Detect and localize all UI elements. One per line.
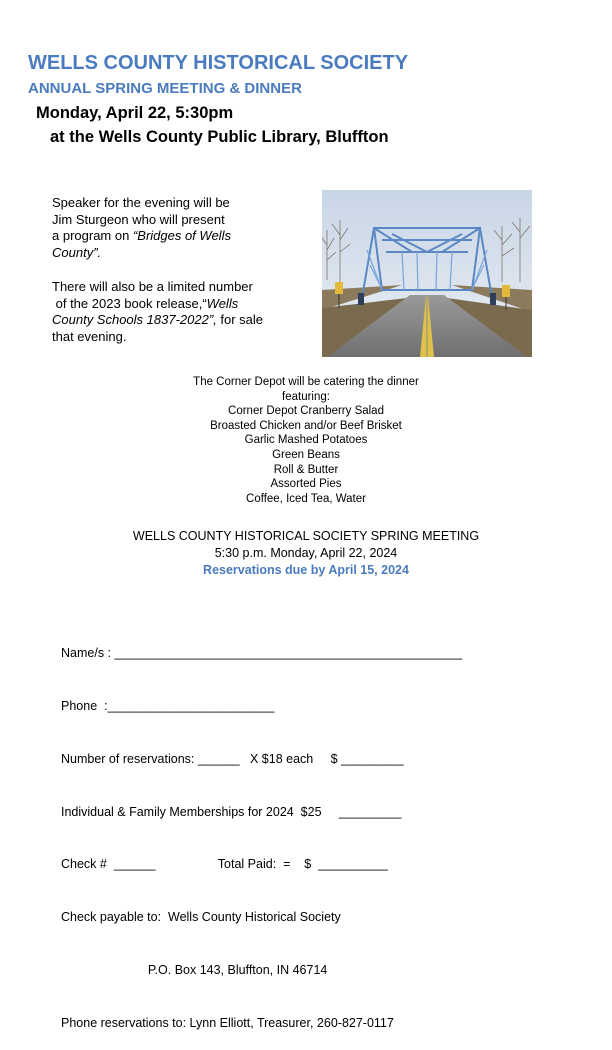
meeting-title: WELLS COUNTY HISTORICAL SOCIETY SPRING MEETING [132, 529, 480, 543]
reservation-form [61, 610, 462, 1050]
menu-intro-1: The Corner Depot will be catering the dinner [193, 376, 419, 388]
program-title-2: County”. [52, 244, 102, 260]
event-date: Monday, April 22, 5:30pm [36, 104, 234, 122]
reservation-deadline: Reservations due by April 15, 2024 [203, 563, 409, 577]
bridge-photo [322, 190, 532, 357]
book-line-2-text: of the 2023 book release,“ [52, 295, 207, 311]
names-field[interactable]: Name/s : __________________________________________________ [61, 646, 463, 661]
event-location: at the Wells County Public Library, Bluffton [50, 128, 389, 146]
menu-item: Green Beans [272, 448, 340, 461]
menu-item: Roll & Butter [273, 463, 339, 476]
menu-section [0, 375, 612, 506]
menu-item: Assorted Pies [270, 478, 342, 491]
payable-line: Check payable to: Wells County Historical Society [61, 910, 341, 925]
menu-item: Corner Depot Cranberry Salad [228, 405, 384, 418]
book-title-2: County Schools 1837-2022”, [52, 312, 217, 327]
menu-item: Coffee, Iced Tea, Water [246, 492, 366, 505]
program-title-1: “Bridges of Wells [132, 228, 231, 243]
phone-reservations-line: Phone reservations to: Lynn Elliott, Treasurer, 260-827-0117 [61, 1015, 394, 1030]
meeting-time: 5:30 p.m. Monday, April 22, 2024 [214, 546, 398, 560]
speaker-paragraph [52, 195, 231, 261]
book-title-1: Wells [206, 295, 239, 311]
check-total-field[interactable]: Check # ______ Total Paid: = $ __________ [61, 857, 388, 872]
book-line-2 [52, 296, 263, 313]
book-line-3 [52, 312, 263, 329]
event-subtitle: ANNUAL SPRING MEETING & DINNER [28, 80, 302, 97]
menu-intro-2: featuring: [282, 390, 330, 403]
menu-item: Garlic Mashed Potatoes [244, 434, 368, 447]
speaker-line-2: Jim Sturgeon who will present [52, 211, 225, 227]
society-title: WELLS COUNTY HISTORICAL SOCIETY [28, 52, 409, 74]
reservations-field[interactable]: Number of reservations: ______ X $18 each $ _________ [61, 751, 404, 766]
speaker-line-3-text: a program on [52, 228, 133, 243]
memberships-field[interactable]: Individual & Family Memberships for 2024 $25 _________ [61, 804, 402, 819]
phone-field[interactable]: Phone :________________________ [61, 698, 275, 713]
speaker-line-1: Speaker for the evening will be [52, 195, 230, 210]
meeting-section [0, 528, 612, 579]
menu-item: Broasted Chicken and/or Beef Brisket [210, 419, 402, 432]
address-line: P.O. Box 143, Bluffton, IN 46714 [61, 962, 328, 977]
book-line-1: There will also be a limited number [52, 279, 253, 294]
speaker-line-4 [52, 245, 231, 262]
book-line-4: that evening. [52, 328, 127, 344]
book-paragraph [52, 279, 263, 345]
speaker-line-3 [52, 228, 231, 245]
book-line-3-text: for sale [216, 312, 264, 327]
